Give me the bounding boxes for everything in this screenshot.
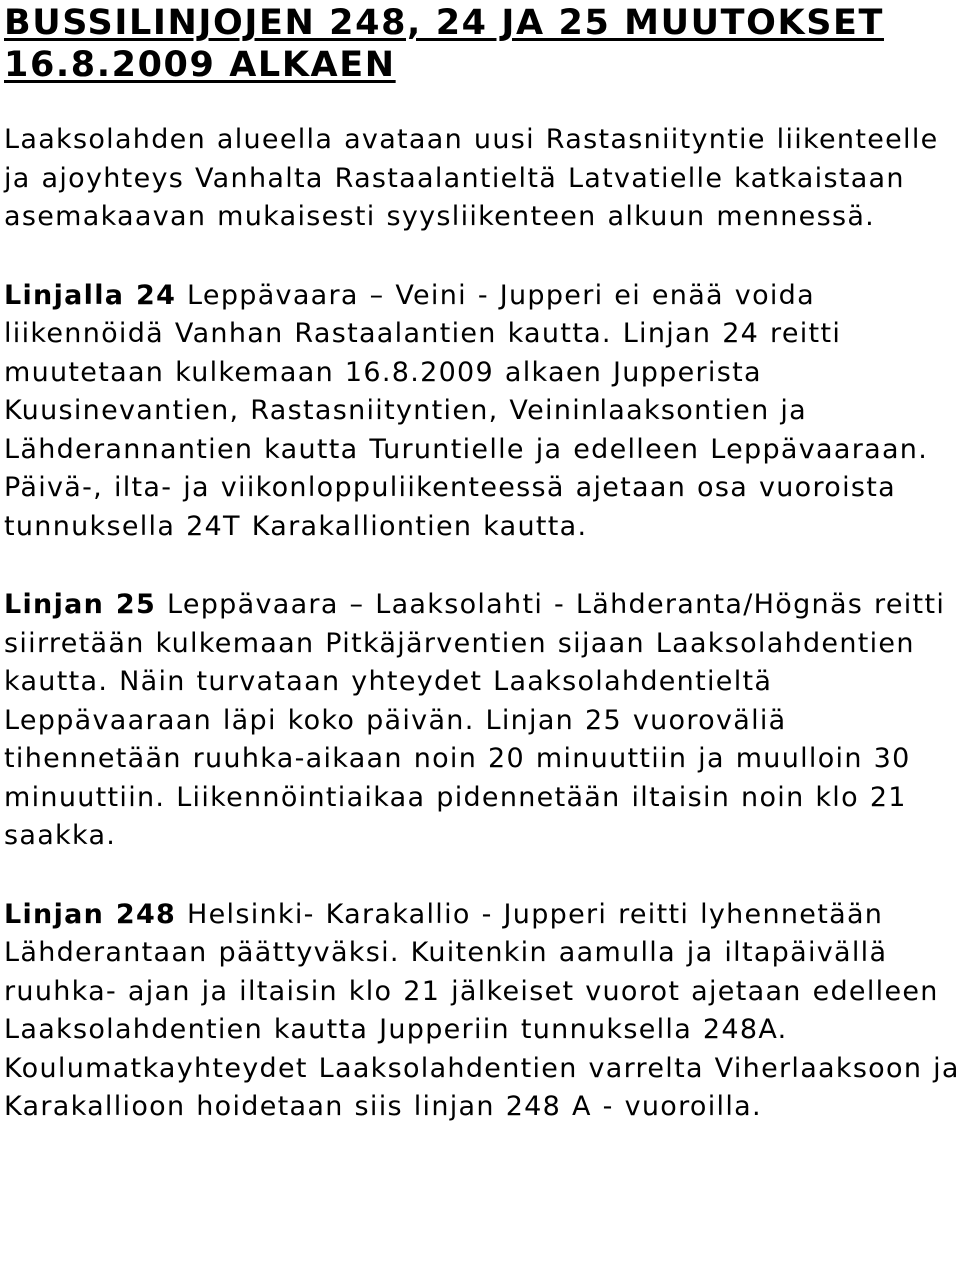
paragraph-line-24: [4, 277, 960, 547]
line-24-heading: Linjalla 24: [4, 279, 177, 311]
line-25-heading: Linjan 25: [4, 589, 157, 620]
paragraph-text: Laaksolahden alueella avataan uusi Rastasniityntie liikenteelle ja ajoyhteys Vanhalta Rastaalantieltä Latvatielle katkaistaan asemakaavan mukaisesti syysliikenteen alkuun mennessä.: [4, 124, 939, 232]
paragraph-line-25: [4, 586, 960, 856]
paragraph-line-248: [4, 896, 960, 1127]
paragraph-text: Helsinki- Karakallio - Jupperi reitti lyhennetään Lähderantaan päättyväksi. Kuitenkin aamulla ja iltapäivällä ruuhka- ajan ja iltaisin klo 21 jälkeiset vuorot ajetaan edelleen Laaksolahdentien kautta Jupperiin tunnuksella 248A. Koulumatkayhteydet Laaksolahdentien varrelta Viherlaaksoon ja Karakallioon hoidetaan siis linjan 248 A - vuoroilla.: [4, 898, 960, 1122]
line-248-heading: Linjan 248: [4, 898, 177, 930]
document-page: [4, 0, 960, 1127]
paragraph-text: Leppävaara – Laaksolahti - Lähderanta/Högnäs reitti siirretään kulkemaan Pitkäjärventien sijaan Laaksolahdentien kautta. Näin turvataan yhteydet Laaksolahdentieltä Leppävaaraan läpi koko päivän. Linjan 25 vuoroväliä tihennetään ruuhka-aikaan noin 20 minuuttiin ja muulloin 30 minuuttiin. Liikennöintiaikaa pidennetään iltaisin noin klo 21 saakka.: [4, 589, 946, 851]
document-title: BUSSILINJOJEN 248, 24 JA 25 MUUTOKSET 16.8.2009 ALKAEN: [4, 3, 884, 85]
paragraph-route-changes-intro: [4, 121, 960, 237]
paragraph-text: Leppävaara – Veini - Jupperi ei enää voida liikennöidä Vanhan Rastaalantien kautta. Linjan 24 reitti muutetaan kulkemaan 16.8.2009 alkaen Jupperista Kuusinevantien, Rastasniityntien, Veininlaaksontien ja Lähderannantien kautta Turuntielle ja edelleen Leppävaaraan. Päivä-, ilta- ja viikonloppuliikenteessä ajetaan osa vuoroista tunnuksella 24T Karakalliontien kautta.: [4, 279, 929, 542]
